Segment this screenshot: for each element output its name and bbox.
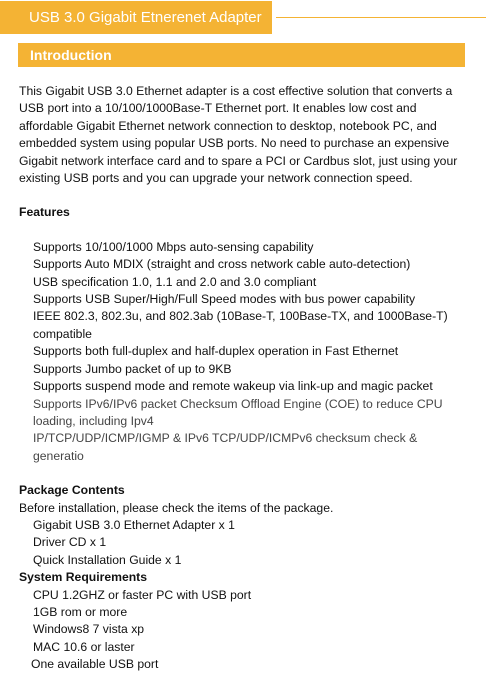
section-heading-introduction: Introduction [18, 43, 465, 67]
feature-item: Supports Auto MDIX (straight and cross network cable auto-detection) [33, 257, 411, 272]
feature-item: Supports 10/100/1000 Mbps auto-sensing capability [33, 239, 314, 254]
requirement-item: MAC 10.6 or laster [33, 639, 135, 654]
requirement-item: 1GB rom or more [33, 604, 128, 619]
feature-item: Supports IPv6/IPv6 packet Checksum Offload Engine (COE) to reduce CPU loading, including Ipv4 [33, 396, 443, 428]
feature-item: Supports Jumbo packet of up to 9KB [33, 361, 232, 376]
package-item: Quick Installation Guide x 1 [33, 552, 182, 567]
features-list [19, 239, 469, 465]
feature-item: Supports both full-duplex and half-duplex operation in Fast Ethernet [33, 344, 399, 359]
package-item: Gigabit USB 3.0 Ethernet Adapter x 1 [33, 517, 235, 532]
feature-item: IEEE 802.3, 802.3u, and 802.3ab (10Base-T, 100Base-TX, and 1000Base-T) compatible [33, 309, 448, 341]
intro-paragraph: This Gigabit USB 3.0 Ethernet adapter is a cost effective solution that converts a USB port into a 10/100/1000Base-T Ethernet port. It enables low cost and affordable Gigabit Ethernet network connection to desktop, notebook PC, and embedded system using popular USB ports. No need to purchase an expensive Gigabit network interface card and to spare a PCI or Cardbus slot, just using your existing USB ports and you can upgrade your network connection speed. [19, 84, 458, 186]
feature-item: USB specification 1.0, 1.1 and 2.0 and 3.0 compliant [33, 274, 317, 289]
features-heading: Features [19, 205, 70, 220]
requirements-heading: System Requirements [19, 570, 148, 585]
document-body [19, 83, 469, 674]
package-item: Driver CD x 1 [33, 535, 107, 550]
feature-item: IP/TCP/UDP/ICMP/IGMP & IPv6 TCP/UDP/ICMPv6 checksum check & generatio [33, 431, 418, 463]
feature-item: Supports suspend mode and remote wakeup via link-up and magic packet [33, 379, 433, 394]
title-bar [0, 0, 497, 35]
feature-item: Supports USB Super/High/Full Speed modes with bus power capability [33, 292, 416, 307]
package-heading: Package Contents [19, 483, 125, 498]
requirement-item: Windows8 7 vista xp [33, 622, 145, 637]
requirement-item: CPU 1.2GHZ or faster PC with USB port [33, 587, 252, 602]
title-divider [276, 17, 486, 18]
page-title: USB 3.0 Gigabit Etnerenet Adapter [0, 1, 272, 34]
package-note: Before installation, please check the items of the package. [19, 500, 334, 515]
requirement-item: One available USB port [31, 657, 159, 672]
